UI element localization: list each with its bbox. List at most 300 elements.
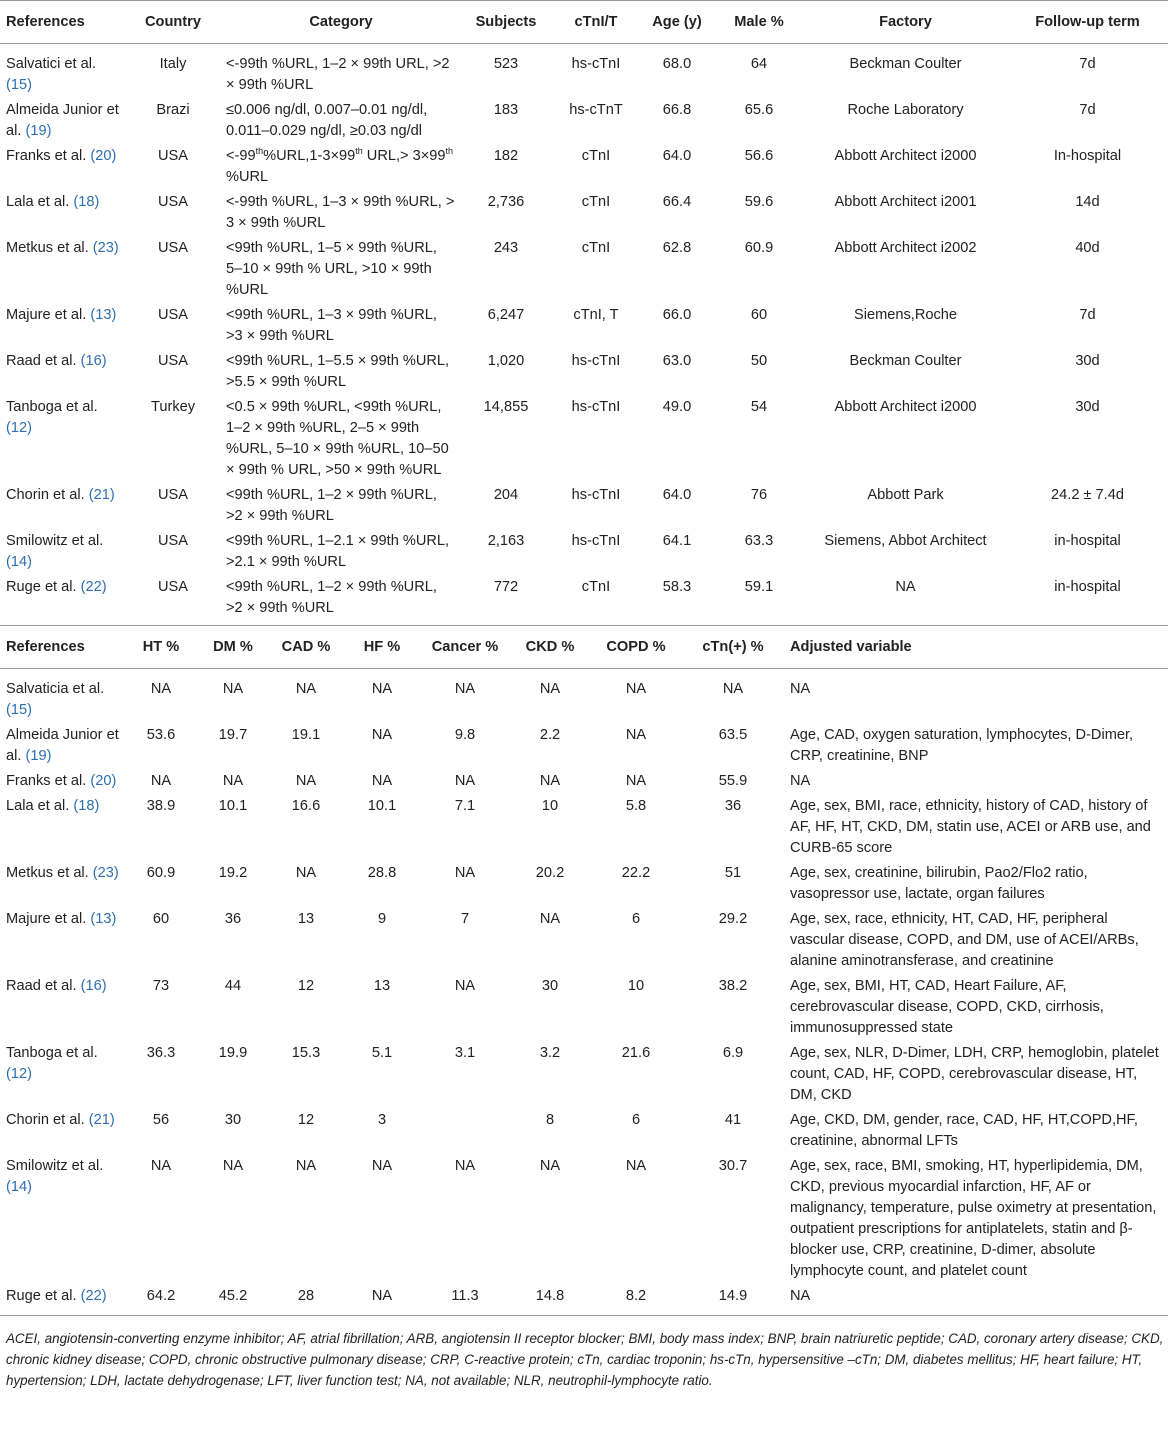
reference-cell (0, 794, 124, 861)
subjects-cell: 2,163 (487, 533, 525, 549)
reference-citation-link[interactable]: (14) (6, 1179, 32, 1195)
ctn-cell: cTnI (581, 148, 611, 164)
factory-cell: Abbott Architect i2001 (834, 194, 977, 210)
reference-cell (0, 395, 124, 483)
hf-cell: NA (371, 1288, 393, 1304)
table-row (0, 794, 1168, 861)
table-row (0, 974, 1168, 1041)
reference-citation-link[interactable]: (21) (88, 1112, 115, 1128)
ctn-cell: cTnI (581, 194, 611, 210)
ckd-cell: NA (539, 911, 561, 927)
reference-cell (0, 1284, 124, 1315)
cancer-cell (420, 1108, 508, 1154)
reference-cell (0, 1108, 124, 1154)
dm-cell: 19.2 (218, 865, 248, 881)
ckd-cell: NA (539, 1158, 561, 1174)
table-row (0, 349, 1168, 395)
reference-cell (0, 669, 124, 724)
reference-citation-link[interactable]: (22) (80, 1288, 107, 1304)
country-cell: Turkey (150, 399, 196, 415)
table-row (0, 98, 1168, 144)
hf-cell: 28.8 (367, 865, 397, 881)
copd-cell: 22.2 (621, 865, 651, 881)
cad-cell: 13 (297, 911, 315, 927)
reference-name: Metkus et al. (6, 865, 89, 881)
hf-cell: 10.1 (367, 798, 397, 814)
ckd-cell: NA (539, 681, 561, 697)
ht-cell: 60.9 (146, 865, 176, 881)
ctn-cell: cTnI, T (573, 307, 619, 323)
ht-cell: 64.2 (146, 1288, 176, 1304)
male-cell: 59.6 (744, 194, 774, 210)
column-header: Subjects (475, 14, 537, 30)
cancer-cell: 7.1 (454, 798, 476, 814)
table-row (0, 669, 1168, 724)
dm-cell: 19.9 (218, 1045, 248, 1061)
category-text: %URL,1-3×99 (263, 148, 356, 164)
ctn-cell: hs-cTnI (571, 399, 621, 415)
ckd-cell: 8 (545, 1112, 555, 1128)
country-cell: USA (157, 148, 188, 164)
reference-citation-link[interactable]: (13) (90, 307, 117, 323)
followup-cell: 7d (1079, 56, 1096, 72)
ctn-cell: 63.5 (718, 727, 748, 743)
male-cell: 65.6 (744, 102, 774, 118)
subjects-cell: 6,247 (487, 307, 525, 323)
reference-citation-link[interactable]: (23) (92, 865, 119, 881)
copd-cell: 6 (631, 1112, 641, 1128)
category-cell: <99th %URL, 1–2 × 99th %URL, >2 × 99th %URL (226, 579, 437, 616)
ctn-cell: 38.2 (718, 978, 748, 994)
cad-cell: 12 (297, 978, 315, 994)
hf-cell: NA (371, 1158, 393, 1174)
ht-cell: 60 (152, 911, 170, 927)
reference-citation-link[interactable]: (18) (73, 194, 100, 210)
factory-cell: Siemens,Roche (853, 307, 958, 323)
factory-cell: Beckman Coulter (849, 56, 962, 72)
reference-cell (0, 907, 124, 974)
hf-cell: NA (371, 727, 393, 743)
ctn-cell: 6.9 (722, 1045, 744, 1061)
ctn-cell: NA (722, 681, 744, 697)
reference-name: Chorin et al. (6, 1112, 85, 1128)
reference-citation-link[interactable]: (23) (92, 240, 119, 256)
copd-cell: 8.2 (625, 1288, 647, 1304)
ctn-cell: hs-cTnI (571, 353, 621, 369)
followup-cell: in-hospital (1054, 533, 1121, 549)
reference-name: Ruge et al. (6, 1288, 77, 1304)
adj-cell: NA (790, 1288, 811, 1304)
adj-cell: Age, sex, race, ethnicity, HT, CAD, HF, peripheral vascular disease, COPD, and DM, use of ACEI/ARBs, alanine aminotransferase, and creatinine (790, 911, 1139, 969)
ctn-cell: 14.9 (718, 1288, 748, 1304)
category-cell: <0.5 × 99th %URL, <99th %URL, 1–2 × 99th %URL, 2–5 × 99th %URL, 5–10 × 99th %URL, 10–50 × 99th % URL, >50 × 99th %URL (226, 399, 449, 478)
subjects-cell: 2,736 (487, 194, 525, 210)
cancer-cell: NA (454, 865, 476, 881)
country-cell: USA (157, 579, 188, 595)
table-row (0, 236, 1168, 303)
country-cell: USA (157, 194, 188, 210)
reference-citation-link[interactable]: (19) (25, 123, 52, 139)
dm-cell: NA (222, 681, 244, 697)
cancer-cell: NA (454, 681, 476, 697)
age-cell: 66.4 (662, 194, 692, 210)
ht-cell: 36.3 (146, 1045, 176, 1061)
ht-cell: NA (150, 681, 172, 697)
reference-citation-link[interactable]: (12) (6, 1066, 32, 1082)
ht-cell: NA (150, 1158, 172, 1174)
table-row (0, 1041, 1168, 1108)
reference-name: Ruge et al. (6, 579, 77, 595)
ctn-cell: 36 (724, 798, 742, 814)
male-cell: 54 (750, 399, 768, 415)
factory-cell: Roche Laboratory (847, 102, 964, 118)
ctn-cell: cTnI (581, 579, 611, 595)
column-header: Male % (734, 14, 784, 30)
male-cell: 76 (750, 487, 768, 503)
reference-cell (0, 769, 124, 794)
ht-cell: 73 (152, 978, 170, 994)
ctn-cell: 41 (724, 1112, 742, 1128)
cancer-cell: 7 (460, 911, 470, 927)
age-cell: 49.0 (662, 399, 692, 415)
table-row (0, 1284, 1168, 1315)
table-row (0, 1108, 1168, 1154)
reference-name: Chorin et al. (6, 487, 85, 503)
age-cell: 64.1 (662, 533, 692, 549)
copd-cell: NA (625, 681, 647, 697)
ckd-cell: NA (539, 773, 561, 789)
factory-cell: Abbott Architect i2000 (834, 148, 977, 164)
subjects-cell: 14,855 (483, 399, 529, 415)
table1-header-row (0, 1, 1168, 44)
category-cell: <99th %URL, 1–3 × 99th %URL, >3 × 99th %URL (226, 307, 437, 344)
dm-cell: 36 (224, 911, 242, 927)
followup-cell: 14d (1075, 194, 1100, 210)
category-cell: <-99th %URL, 1–3 × 99th %URL, > 3 × 99th %URL (226, 194, 455, 231)
reference-cell (0, 483, 124, 529)
ckd-cell: 14.8 (535, 1288, 565, 1304)
followup-cell: In-hospital (1053, 148, 1122, 164)
country-cell: USA (157, 487, 188, 503)
copd-cell: NA (625, 1158, 647, 1174)
age-cell: 66.8 (662, 102, 692, 118)
column-header: COPD % (606, 639, 666, 655)
country-cell: USA (157, 353, 188, 369)
reference-name: Smilowitz et al. (6, 533, 104, 549)
male-cell: 60.9 (744, 240, 774, 256)
cad-cell: 12 (297, 1112, 315, 1128)
reference-name: Lala et al. (6, 798, 70, 814)
category-cell: <99th %URL, 1–2.1 × 99th %URL, >2.1 × 99th %URL (226, 533, 450, 570)
ckd-cell: 2.2 (539, 727, 561, 743)
column-header: Country (145, 14, 201, 30)
category-cell (220, 144, 460, 190)
ctn-cell: hs-cTnI (571, 487, 621, 503)
table-row (0, 907, 1168, 974)
subjects-cell: 1,020 (487, 353, 525, 369)
dm-cell: NA (222, 773, 244, 789)
reference-citation-link[interactable]: (16) (80, 978, 107, 994)
table-row (0, 575, 1168, 625)
ht-cell: 56 (152, 1112, 170, 1128)
subjects-cell: 183 (493, 102, 519, 118)
followup-cell: 40d (1075, 240, 1100, 256)
age-cell: 63.0 (662, 353, 692, 369)
reference-name: Lala et al. (6, 194, 70, 210)
subjects-cell: 523 (493, 56, 519, 72)
reference-name: Raad et al. (6, 353, 77, 369)
followup-cell: in-hospital (1054, 579, 1121, 595)
dm-cell: 45.2 (218, 1288, 248, 1304)
adj-cell: Age, CKD, DM, gender, race, CAD, HF, HT,COPD,HF, creatinine, abnormal LFTs (790, 1112, 1138, 1149)
age-cell: 64.0 (662, 487, 692, 503)
reference-cell (0, 974, 124, 1041)
age-cell: 68.0 (662, 56, 692, 72)
reference-cell (0, 575, 124, 625)
factory-cell: Beckman Coulter (849, 353, 962, 369)
subjects-cell: 204 (493, 487, 519, 503)
reference-cell (0, 303, 124, 349)
reference-citation-link[interactable]: (20) (90, 773, 117, 789)
adj-cell: Age, sex, race, BMI, smoking, HT, hyperlipidemia, DM, CKD, previous myocardial infarction, HF, AF or malignancy, temperature, pulse oximetry at presentation, outpatient prescriptions for antiplatelets, statin and β-blocker use, CRP, creatinine, D-dimer, absolute lymphocyte count, and platelet count (790, 1158, 1157, 1279)
age-cell: 62.8 (662, 240, 692, 256)
reference-citation-link[interactable]: (22) (80, 579, 107, 595)
dm-cell: NA (222, 1158, 244, 1174)
category-cell: <99th %URL, 1–5 × 99th %URL, 5–10 × 99th % URL, >10 × 99th %URL (226, 240, 437, 298)
study-characteristics-table (0, 0, 1168, 625)
reference-cell (0, 190, 124, 236)
table-row (0, 723, 1168, 769)
cancer-cell: 3.1 (454, 1045, 476, 1061)
reference-cell (0, 349, 124, 395)
reference-citation-link[interactable]: (13) (90, 911, 117, 927)
male-cell: 64 (750, 56, 768, 72)
factory-cell: Abbott Architect i2000 (834, 399, 977, 415)
ht-cell: NA (150, 773, 172, 789)
adj-cell: Age, sex, creatinine, bilirubin, Pao2/Flo2 ratio, vasopressor use, lactate, organ failures (790, 865, 1088, 902)
male-cell: 63.3 (744, 533, 774, 549)
category-text: %URL (226, 169, 269, 185)
reference-name: Tanboga et al. (6, 1045, 98, 1061)
country-cell: USA (157, 307, 188, 323)
category-superscript: th (255, 146, 264, 157)
table-row (0, 303, 1168, 349)
male-cell: 56.6 (744, 148, 774, 164)
column-header: Adjusted variable (790, 639, 912, 655)
reference-name: Majure et al. (6, 307, 87, 323)
category-superscript: th (355, 146, 363, 157)
column-header: Factory (879, 14, 932, 30)
hf-cell: 13 (373, 978, 391, 994)
factory-cell: NA (895, 579, 916, 595)
ctn-cell: 55.9 (718, 773, 748, 789)
category-cell: <99th %URL, 1–5.5 × 99th %URL, >5.5 × 99th %URL (226, 353, 450, 390)
country-cell: USA (157, 240, 188, 256)
reference-name: Tanboga et al. (6, 399, 98, 415)
ctn-cell: hs-cTnT (569, 102, 623, 118)
cad-cell: NA (295, 773, 317, 789)
table-row (0, 769, 1168, 794)
adj-cell: Age, sex, NLR, D-Dimer, LDH, CRP, hemoglobin, platelet count, CAD, HF, COPD, cerebrovascular disease, HT, DM, CKD (790, 1045, 1159, 1103)
copd-cell: NA (625, 727, 647, 743)
reference-cell (0, 723, 124, 769)
reference-citation-link[interactable]: (21) (88, 487, 115, 503)
reference-name: Almeida Junior et al. (6, 102, 119, 139)
subjects-cell: 243 (493, 240, 519, 256)
category-text: URL,> 3×99 (362, 148, 446, 164)
category-cell: <-99th %URL, 1–2 × 99th URL, >2 × 99th %URL (226, 56, 450, 93)
reference-name: Salvaticia et al. (6, 681, 105, 697)
table-row (0, 190, 1168, 236)
age-cell: 64.0 (662, 148, 692, 164)
dm-cell: 44 (224, 978, 242, 994)
category-cell: <99th %URL, 1–2 × 99th %URL, >2 × 99th %URL (226, 487, 437, 524)
reference-citation-link[interactable]: (19) (25, 748, 52, 764)
table-row (0, 144, 1168, 190)
comorbidity-table (0, 625, 1168, 1315)
reference-name: Majure et al. (6, 911, 87, 927)
country-cell: USA (157, 533, 188, 549)
ckd-cell: 30 (541, 978, 559, 994)
male-cell: 60 (750, 307, 768, 323)
reference-name: Almeida Junior et al. (6, 727, 119, 764)
dm-cell: 19.7 (218, 727, 248, 743)
category-cell: ≤0.006 ng/dl, 0.007–0.01 ng/dl, 0.011–0.029 ng/dl, ≥0.03 ng/dl (226, 102, 428, 139)
ctn-cell: cTnI (581, 240, 611, 256)
table-row (0, 861, 1168, 907)
reference-name: Metkus et al. (6, 240, 89, 256)
table-row (0, 529, 1168, 575)
ckd-cell: 10 (541, 798, 559, 814)
followup-cell: 30d (1075, 399, 1100, 415)
column-header: HF % (363, 639, 401, 655)
table-row (0, 395, 1168, 483)
copd-cell: 6 (631, 911, 641, 927)
column-header: HT % (142, 639, 180, 655)
factory-cell: Abbott Park (867, 487, 944, 503)
category-superscript: th (445, 146, 454, 157)
followup-cell: 24.2 ± 7.4d (1051, 487, 1124, 503)
reference-citation-link[interactable]: (16) (80, 353, 107, 369)
reference-cell (0, 44, 124, 99)
reference-name: Salvatici et al. (6, 56, 97, 72)
copd-cell: 21.6 (621, 1045, 651, 1061)
subjects-cell: 182 (493, 148, 519, 164)
factory-cell: Abbott Architect i2002 (834, 240, 977, 256)
cad-cell: 28 (297, 1288, 315, 1304)
cancer-cell: NA (454, 978, 476, 994)
cancer-cell: NA (454, 1158, 476, 1174)
ctn-cell: hs-cTnI (571, 533, 621, 549)
country-cell: Brazi (156, 102, 190, 118)
hf-cell: 9 (377, 911, 387, 927)
ht-cell: 53.6 (146, 727, 176, 743)
reference-cell (0, 144, 124, 190)
column-header: References (6, 14, 85, 30)
copd-cell: NA (625, 773, 647, 789)
column-header: CKD % (525, 639, 575, 655)
ctn-cell: 51 (724, 865, 742, 881)
age-cell: 58.3 (662, 579, 692, 595)
reference-cell (0, 861, 124, 907)
adj-cell: NA (790, 681, 811, 697)
ctn-cell: 29.2 (718, 911, 748, 927)
column-header: Age (y) (652, 14, 702, 30)
reference-cell (0, 98, 124, 144)
reference-citation-link[interactable]: (12) (6, 420, 32, 436)
dm-cell: 10.1 (218, 798, 248, 814)
cad-cell: NA (295, 1158, 317, 1174)
followup-cell: 7d (1079, 307, 1096, 323)
reference-citation-link[interactable]: (18) (73, 798, 100, 814)
dm-cell: 30 (224, 1112, 242, 1128)
male-cell: 59.1 (744, 579, 774, 595)
ckd-cell: 3.2 (539, 1045, 561, 1061)
cad-cell: 15.3 (291, 1045, 321, 1061)
subjects-cell: 772 (493, 579, 519, 595)
reference-citation-link[interactable]: (14) (6, 554, 32, 570)
followup-cell: 7d (1079, 102, 1096, 118)
cad-cell: NA (295, 865, 317, 881)
reference-citation-link[interactable]: (20) (90, 148, 117, 164)
reference-citation-link[interactable]: (15) (6, 77, 32, 93)
age-cell: 66.0 (662, 307, 692, 323)
column-header: cTnI/T (574, 14, 618, 30)
column-header: Cancer % (431, 639, 499, 655)
reference-name: Franks et al. (6, 148, 87, 164)
adj-cell: Age, sex, BMI, race, ethnicity, history of CAD, history of AF, HF, HT, CKD, DM, statin use, ACEI or ARB use, and CURB-65 score (790, 798, 1151, 856)
factory-cell: Siemens, Abbot Architect (824, 533, 987, 549)
reference-name: Franks et al. (6, 773, 87, 789)
column-header: CAD % (281, 639, 331, 655)
reference-name: Raad et al. (6, 978, 77, 994)
column-header: cTn(+) % (702, 639, 764, 655)
hf-cell: NA (371, 773, 393, 789)
column-header: Follow-up term (1035, 14, 1140, 30)
table-row (0, 44, 1168, 99)
ctn-cell: hs-cTnI (571, 56, 621, 72)
adj-cell: NA (790, 773, 811, 789)
ckd-cell: 20.2 (535, 865, 565, 881)
reference-cell (0, 1041, 124, 1108)
cancer-cell: 11.3 (451, 1288, 479, 1304)
copd-cell: 5.8 (625, 798, 647, 814)
category-text: <-99 (226, 148, 256, 164)
cad-cell: NA (295, 681, 317, 697)
table-footnote: ACEI, angiotensin-converting enzyme inhibitor; AF, atrial fibrillation; ARB, angiotensin II receptor blocker; BMI, body mass index; BNP, brain natriuretic peptide; CAD, coronary artery disease; CKD, chronic kidney disease; COPD, chronic obstructive pulmonary disease; CRP, C-reactive protein; cTn, cardiac troponin; hs-cTn, hypersensitive –cTn; DM, diabetes mellitus; HF, heart failure; HT, hypertension; LDH, lactate dehydrogenase; LFT, liver function test; NA, not available; NLR, neutrophil-lymphocyte ratio. (0, 1315, 1168, 1391)
reference-cell (0, 1154, 124, 1284)
table2-header-row (0, 626, 1168, 669)
adj-cell: Age, CAD, oxygen saturation, lymphocytes, D-Dimer, CRP, creatinine, BNP (790, 727, 1134, 764)
reference-name: Smilowitz et al. (6, 1158, 104, 1174)
cancer-cell: 9.8 (454, 727, 476, 743)
reference-cell (0, 529, 124, 575)
column-header: DM % (213, 639, 253, 655)
cad-cell: 19.1 (291, 727, 321, 743)
ctn-cell: 30.7 (718, 1158, 748, 1174)
table-row (0, 483, 1168, 529)
table-row (0, 1154, 1168, 1284)
cad-cell: 16.6 (291, 798, 321, 814)
reference-cell (0, 236, 124, 303)
reference-citation-link[interactable]: (15) (6, 702, 32, 718)
cancer-cell: NA (454, 773, 476, 789)
copd-cell: 10 (627, 978, 645, 994)
column-header: Category (309, 14, 373, 30)
ht-cell: 38.9 (146, 798, 176, 814)
hf-cell: 3 (377, 1112, 387, 1128)
hf-cell: NA (371, 681, 393, 697)
